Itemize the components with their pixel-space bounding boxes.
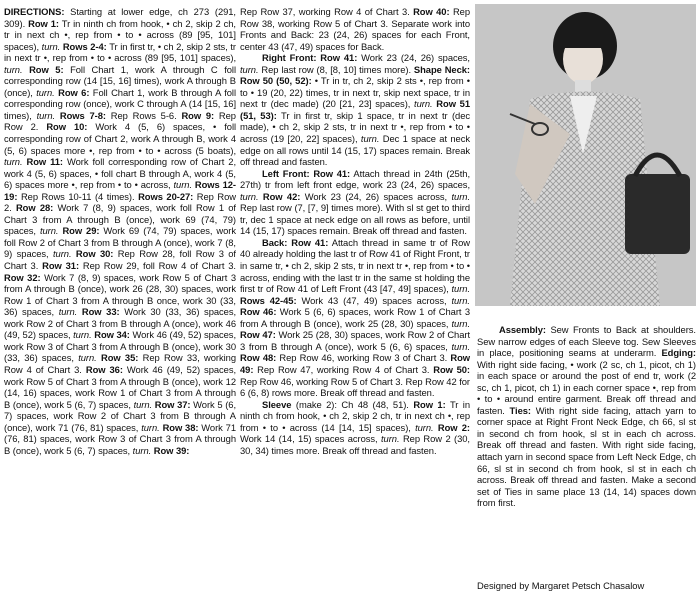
- designer-credit: Designed by Margaret Petsch Chasalow: [477, 580, 645, 591]
- row-label: Row 36:: [85, 363, 123, 375]
- row-label: Edging:: [661, 347, 696, 359]
- turn-instruction: turn.: [414, 98, 433, 110]
- row-label: Row 29:: [62, 225, 100, 237]
- row-label: Row 50:: [433, 363, 471, 375]
- turn-instruction: turn.: [53, 248, 72, 260]
- row-label: Row 28:: [15, 202, 54, 214]
- row-label: Row 42:: [262, 190, 301, 202]
- row-label: Row 9:: [181, 109, 215, 121]
- row-label: Ties:: [509, 404, 532, 416]
- turn-instruction: turn.: [240, 190, 259, 202]
- row-label: Left Front: Row 41:: [262, 167, 351, 179]
- row-label: Rows 42-45:: [240, 294, 297, 306]
- turn-instruction: turn.: [133, 398, 153, 410]
- row-label: Row 1:: [413, 398, 446, 410]
- directions-column-2: [240, 6, 470, 456]
- model-photo: [475, 4, 696, 306]
- directions-text: DIRECTIONS: Starting at lower edge, ch 273 (291, 309). Row 1: Tr in ninth ch from hook, • ch 2, skip 2 ch, tr in next ch •, rep from • to • across (89 [95, 101] spaces), turn. Rows 2-4: Tr in first tr, • ch 2, skip 2 sts, tr in next tr •, rep from • to • across (89 [95, 101] spaces), turn. Row 5: Foll Chart 1, work A through C foll corresponding row (14 [15, 16] times), work A through B (once), turn. Row 6: Foll Chart 1, work B through A foll corresponding row (once), work C through A (14 [15, 16] times), turn. Rows 7-8: Rep Rows 5-6. Row 9: Rep Row 2. Row 10: Work 4 (5, 6) spaces, • foll corresponding row of Chart 2, work A through B, work 4 (5, 6) spaces more •, rep from • to • across (5 boats), turn. Row 11: Work foll corresponding row of Chart 2, work 4 (5, 6) spaces, • foll chart B through A, work 4 (5, 6) spaces more •, rep from • to • across, turn. Rows 12-19: Rep Rows 10-11 (4 times). Rows 20-27: Rep Row 2. Row 28: Work 7 (8, 9) spaces, work foll Row 1 of Chart 3 from A through B (once), work 69 (74, 79) spaces, turn. Row 29: Work 69 (74, 79) spaces, work foll Row 2 of Chart 3 from B through A (once), work 7 (8, 9) spaces, turn. Row 30: Rep Row 28, foll Row 3 of Chart 3. Row 31: Rep Row 29, foll Row 4 of Chart 3. Row 32: Work 7 (8, 9) spaces, work Row 5 of Chart 3 from A through B (once), work 26 (28, 30) spaces, work Row 1 of Chart 3 from A through B once, work 30 (33, 36) spaces, turn. Row 33: Work 30 (33, 36) spaces, work Row 2 of Chart 3 from B through A (once), work 46 (49, 52) spaces, turn. Row 34: Work 46 (49, 52) spaces, work Row 3 of Chart 3 from A through B (once), work 30 (33, 36) spaces, turn. Row 35: Rep Row 33, working Row 4 of Chart 3. Row 36: Work 46 (49, 52) spaces, work Row 5 of Chart 3 from A through B (once), work 12 (14, 16) spaces, work Row 1 of Chart 3 from A through B (once), work 5 (6, 7) spaces, turn. Row 37: Work 5 (6, 7) spaces, work Row 2 of Chart 3 from B through A (once), work 71 (76, 81) spaces, turn. Row 38: Work 71 (76, 81) spaces, work Row 3 of Chart 3 from A through B (once), work 5 (6, 7) spaces, turn. Row 39:: [4, 6, 237, 456]
- row-label: Row 39:: [153, 444, 190, 456]
- directions-paragraph: Rep Row 37, working Row 4 of Chart 3. Row 40: Rep Row 38, working Row 5 of Chart 3. Separate work into Fronts and Back: 23 (24, 26) spaces for each Front, center 43 (47, 49) spaces for Back.: [240, 6, 470, 52]
- turn-instruction: turn.: [36, 109, 56, 121]
- turn-instruction: turn.: [360, 133, 380, 145]
- directions-paragraph: Right Front: Row 41: Work 23 (24, 26) spaces, turn. Rep last row (8, [8, 10] times more). Shape Neck: Row 50 (50, 52): • Tr in tr, ch 2, skip 2 sts •, rep from • to • 19 (20, 22) times, tr in next tr, skip next space, tr in next tr (dec made) (20 [21, 23] spaces), turn. Row 51 (51, 53): Tr in first tr, skip 1 space, tr in next tr (dec made), • ch 2, skip 2 sts, tr in next tr •, rep from • to • across (19 [20, 22] spaces), turn. Dec 1 space at neck edge on all rows until 14 (15, 17) spaces remain. Break off thread and fasten.: [240, 52, 470, 168]
- turn-instruction: turn.: [451, 190, 471, 202]
- row-label: Row 30:: [75, 248, 114, 260]
- directions-paragraph: Left Front: Row 41: Attach thread in 24th (25th, 27th) tr from left front edge, work 23 (24, 26) spaces, turn. Row 42: Work 23 (24, 26) spaces across, turn. Rep last row (7, [7, 9] times more). With sl st get to third tr, dec 1 space at neck edge on all rows as before, until 14 (15, 17) spaces remain. Break off thread and fasten.: [240, 167, 471, 237]
- row-label: DIRECTIONS:: [4, 6, 65, 17]
- row-label: Row 6:: [58, 86, 90, 98]
- turn-instruction: turn.: [4, 63, 23, 75]
- row-label: Right Front: Row 41:: [262, 52, 358, 64]
- directions-column-3: [477, 324, 696, 509]
- turn-instruction: turn.: [132, 444, 152, 456]
- assembly-text: Assembly: Sew Fronts to Back at shoulders. Sew narrow edges of each Sleeve tog. Sew Sleeves in place, positioning seams at underarm. Edging: With right side facing, • work (2 sc, ch 1, picot, ch 1) in each space or around the post of end tr, work (2 sc, ch 1, picot, ch 1) in each corner space •, rep from • to • around entire garment. Break off thread and fasten. Ties: With right side facing, attach yarn to corner space at Right Front Neck Edge, ch 66, sl st in second ch from hook, sl st in each ch across. Break off thread and fasten. With right side facing, attach yarn in second space from Left Neck Edge, ch 66, sl st in second ch from hook, sl st in each ch across. Break off thread and fasten. Make a second set of Ties in same place 13 (14, 14) spaces down from first.: [477, 324, 696, 509]
- row-label: Row 38:: [162, 421, 199, 433]
- turn-instruction: turn.: [73, 329, 92, 341]
- row-label: Row 2:: [437, 421, 470, 433]
- row-label: Row 32:: [4, 271, 41, 283]
- row-label: Back: Row 41:: [262, 236, 329, 248]
- row-label: Rows 20-27:: [138, 190, 194, 202]
- turn-instruction: turn.: [381, 433, 400, 445]
- directions-paragraph: Back: Row 41: Attach thread in same tr of Row 40 already holding the last tr of Row 41 of Right Front, tr in same tr, • ch 2, skip 2 sts, tr in next tr •, rep from • to • across, ending with the last tr in the same st holding the first tr of Row 41 of Left Front (43 [47, 49] spaces), turn. Rows 42-45: Work 43 (47, 49) spaces across, turn. Row 46: Work 5 (6, 6) spaces, work Row 1 of Chart 3 from A through B (once), work 25 (28, 30) spaces, turn. Row 47: Work 25 (28, 30) spaces, work Row 2 of Chart 3 from B through A (once), work 5 (6, 6) spaces, turn. Row 48: Rep Row 46, working Row 3 of Chart 3. Row 49: Rep Row 47, working Row 4 of Chart 3. Row 50: Rep Row 46, working Row 5 of Chart 3. Rep Row 42 for 6 (6, 8) rows more. Break off thread and fasten.: [240, 236, 471, 399]
- row-label: Row 1:: [28, 17, 59, 29]
- turn-instruction: turn.: [451, 294, 470, 306]
- row-label: Row 33:: [81, 306, 120, 318]
- row-label: Rows 2-4:: [62, 40, 107, 52]
- turn-instruction: turn.: [240, 63, 259, 75]
- turn-instruction: turn.: [451, 283, 470, 295]
- row-label: Sleeve: [262, 398, 292, 410]
- row-label: Row 31:: [42, 260, 80, 272]
- turn-instruction: turn.: [451, 317, 470, 329]
- directions-column-1: [4, 6, 236, 456]
- photo-illustration: [475, 4, 696, 306]
- row-label: Row 5:: [29, 63, 64, 75]
- row-label: Row 47:: [240, 329, 276, 341]
- turn-instruction: turn.: [141, 421, 160, 433]
- turn-instruction: turn.: [4, 156, 23, 168]
- row-label: Row 34:: [94, 329, 130, 341]
- row-label: Row 40:: [413, 6, 450, 17]
- turn-instruction: turn.: [39, 225, 59, 237]
- turn-instruction: turn.: [173, 179, 192, 191]
- row-label: Assembly:: [499, 324, 546, 335]
- turn-instruction: turn.: [41, 40, 61, 52]
- turn-instruction: turn.: [415, 421, 434, 433]
- row-label: Row 49:: [240, 352, 470, 375]
- row-label: Row 46:: [240, 306, 277, 318]
- row-label: Row 37:: [154, 398, 191, 410]
- turn-instruction: turn.: [451, 340, 470, 352]
- row-label: Shape Neck: Row 50 (50, 52):: [240, 63, 470, 87]
- row-label: Row 10:: [46, 121, 88, 133]
- row-label: Row 51 (51, 53):: [240, 98, 470, 121]
- row-label: Rows 7-8:: [59, 109, 106, 121]
- turn-instruction: turn.: [58, 306, 78, 318]
- row-label: Row 11:: [26, 156, 64, 168]
- directions-paragraph: Sleeve (make 2): Ch 48 (48, 51). Row 1: Tr in ninth ch from hook, • ch 2, skip 2 ch, tr in next ch •, rep from • to • across (14 [14, 15] spaces), turn. Row 2: Work 14 (14, 15) spaces across, turn. Rep Row 2 (30, 30, 34) times more. Break off thread and fasten.: [240, 398, 471, 456]
- turn-instruction: turn.: [36, 86, 55, 98]
- row-label: Row 35:: [101, 352, 139, 364]
- row-label: Rows 12-19:: [4, 179, 236, 202]
- turn-instruction: turn.: [78, 352, 97, 364]
- row-label: Row 48:: [240, 352, 277, 364]
